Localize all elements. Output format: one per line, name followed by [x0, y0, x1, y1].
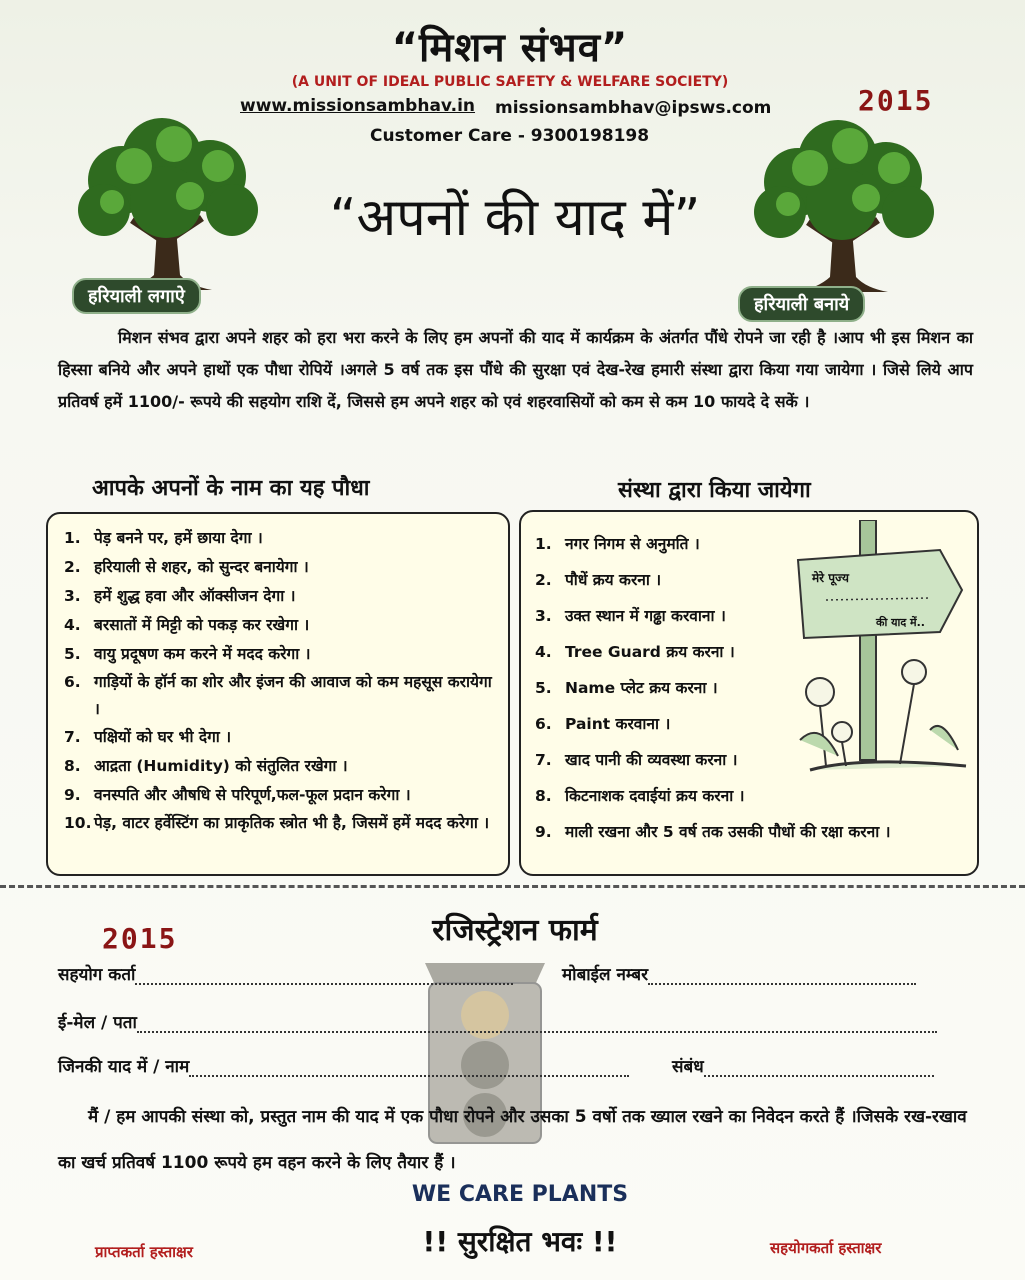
- tree-right-icon: [738, 112, 948, 302]
- signboard-illustration: [790, 520, 970, 780]
- badge-right: हरियाली बनाये: [738, 286, 865, 322]
- left-heading: आपके अपनों के नाम का यह पौधा: [92, 476, 370, 501]
- benefits-box: [46, 512, 510, 876]
- care-plants-text: WE CARE PLANTS: [411, 1182, 629, 1207]
- list-item: 2. हरियाली से शहर, को सुन्दर बनायेगा ।: [64, 558, 309, 576]
- list-item: 4. बरसातों में मिट्टी को पकड़ कर रखेगा ।: [64, 616, 310, 634]
- list-item: 2. पौधें क्रय करना ।: [535, 571, 662, 589]
- list-item: 10. पेड़, वाटर हर्वेस्टिंग का प्राकृतिक स्त्रोत भी है, जिसमें हमें मदद करेगा ।: [64, 814, 490, 832]
- sign-top-text: मेरे पूज्य: [812, 571, 849, 585]
- list-item: 6. गाड़ियों के हॉर्न का शोर और इंजन की आवाज को कम महसूस करायेगा ।: [64, 673, 492, 718]
- registration-title: रजिस्ट्रेशन फार्म: [432, 913, 598, 948]
- sign-bottom-text: की याद में..: [876, 616, 925, 629]
- list-item: 7. पक्षियों को घर भी देगा ।: [64, 728, 232, 746]
- list-item: 9. वनस्पति और औषधि से परिपूर्ण,फल-फूल प्रदान करेगा ।: [64, 786, 411, 804]
- relation-field[interactable]: संबंध: [672, 1054, 934, 1077]
- list-item: 3. हमें शुद्ध हवा और ऑक्सीजन देगा ।: [64, 587, 296, 605]
- list-item: 1. नगर निगम से अनुमति ।: [535, 535, 700, 553]
- org-name: “मिशन संभव”: [391, 25, 629, 71]
- tree-left-icon: [62, 110, 272, 300]
- year-top: 2015: [858, 84, 934, 117]
- declaration-text: मैं / हम आपकी संस्था को, प्रस्तुत नाम की याद में एक पौधा रोपने और उसका 5 वर्षो तक ख्याल रखने का निवेदन करते हैं ।जिसके रख-रखाव का खर्च प्रतिवर्ष 1100 रूपये हम वहन करने के लिए तैयार हैं ।: [58, 1107, 967, 1173]
- website-link[interactable]: www.missionsambhav.in: [240, 96, 476, 116]
- mobile-field[interactable]: मोबाईल नम्बर: [562, 962, 916, 985]
- contributor-signature-label: सहयोगकर्ता हस्ताक्षर: [770, 1239, 882, 1257]
- declaration-paragraph: [58, 1094, 973, 1186]
- list-item: 8. आद्रता (Humidity) को संतुलित रखेगा ।: [64, 757, 348, 775]
- main-title: “अपनों की याद में”: [329, 188, 701, 248]
- right-heading: संस्था द्वारा किया जायेगा: [618, 478, 811, 503]
- org-unit: (A UNIT OF IDEAL PUBLIC SAFETY & WELFARE SOCIETY): [291, 74, 729, 90]
- benefits-list: [64, 524, 498, 837]
- email-address-field[interactable]: ई-मेल / पता: [58, 1010, 937, 1033]
- list-item: 8. किटनाशक दवाईयां क्रय करना ।: [535, 787, 745, 805]
- memory-name-field[interactable]: जिनकी याद में / नाम: [58, 1054, 629, 1077]
- tear-line: [0, 885, 1025, 888]
- contributor-field[interactable]: सहयोग कर्ता: [58, 962, 513, 985]
- list-item: 3. उक्त स्थान में गढ्ढा करवाना ।: [535, 607, 726, 625]
- list-item: 7. खाद पानी की व्यवस्था करना ।: [535, 751, 738, 769]
- slogan: !! सुरक्षित भवः !!: [422, 1225, 618, 1258]
- list-item: 4. Tree Guard क्रय करना ।: [535, 643, 735, 661]
- badge-left: हरियाली लगाऐ: [72, 278, 201, 314]
- customer-care: Customer Care - 9300198198: [370, 126, 650, 146]
- intro-paragraph: [58, 322, 973, 418]
- email-link[interactable]: missionsambhav@ipsws.com: [495, 98, 772, 118]
- list-item: 5. वायु प्रदूषण कम करने में मदद करेगा ।: [64, 645, 311, 663]
- list-item: 1. पेड़ बनने पर, हमें छाया देगा ।: [64, 529, 263, 547]
- intro-text: मिशन संभव द्वारा अपने शहर को हरा भरा करने के लिए हम अपनों की याद में कार्यक्रम के अंतर्गत पौंधे रोपने जा रही है ।आप भी इस मिशन का हिस्सा बनिये और अपने हाथों एक पौधा रोपियें ।अगले 5 वर्ष तक इस पौंधे की सुरक्षा एवं देख-रेख हमारी संस्था द्वारा किया गया जायेगा । जिसे लिये आप प्रतिवर्ष हमें 1100/- रूपये की सहयोग राशि दें, जिससे हम अपने शहर को एवं शहरवासियों को कम से कम 10 फायदे दे सकें ।: [58, 328, 973, 411]
- list-item: 6. Paint करवाना ।: [535, 715, 671, 733]
- receiver-signature-label: प्राप्तकर्ता हस्ताक्षर: [95, 1243, 193, 1261]
- list-item: 9. माली रखना और 5 वर्ष तक उसकी पौधों की रक्षा करना ।: [535, 823, 891, 841]
- list-item: 5. Name प्लेट क्रय करना ।: [535, 679, 718, 697]
- year-bottom: 2015: [102, 922, 178, 955]
